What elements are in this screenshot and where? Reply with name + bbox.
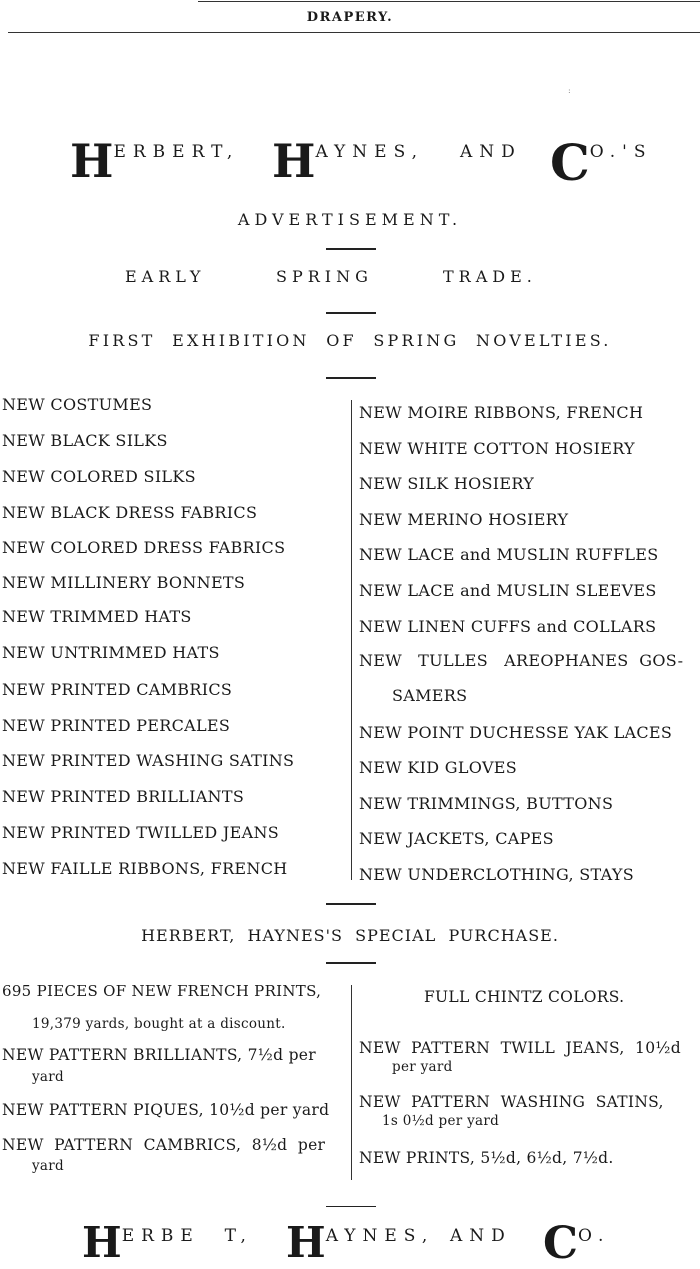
list-item: NEW COLORED DRESS FABRICS [2,538,286,557]
list-item: NEW PATTERN WASHING SATINS, [359,1093,664,1111]
list-item: NEW TRIMMED HATS [2,607,192,626]
list-item: NEW MOIRE RIBBONS, FRENCH [359,403,644,422]
list-item: NEW POINT DUCHESSE YAK LACES [359,723,673,742]
top-rule [198,1,700,2]
divider-rule [326,962,376,964]
list-item: NEW JACKETS, CAPES [359,829,554,848]
list-item: NEW PRINTED BRILLIANTS [2,787,245,806]
list-item: 19,379 yards, bought at a discount. [32,1016,286,1032]
list-item: SAMERS [392,686,468,705]
footer-word-co: CO. [543,1218,611,1269]
list-item: NEW LINEN CUFFS and COLLARS [359,617,657,636]
title-word-co: CO.'S [550,133,653,192]
list-item: NEW PRINTED TWILLED JEANS [2,823,279,842]
list-item: NEW UNDERCLOTHING, STAYS [359,865,634,884]
list-item: NEW TULLES AREOPHANES GOS- [359,651,684,670]
list-item: yard [32,1069,64,1085]
list-item: NEW PATTERN PIQUES, 10½d per yard [2,1101,330,1119]
column-divider [351,985,352,1180]
footer-word-haynes: HAYNES, [286,1218,435,1267]
list-item: NEW KID GLOVES [359,758,518,777]
list-item: NEW PATTERN CAMBRICS, 8½d per [2,1136,326,1154]
header-rule [8,32,700,33]
list-item: NEW MILLINERY BONNETS [2,573,246,592]
list-item: per yard [392,1059,453,1075]
list-item: yard [32,1158,64,1174]
list-item: NEW PATTERN TWILL JEANS, 10½d [359,1039,681,1057]
list-item: NEW PRINTED WASHING SATINS [2,751,295,770]
list-item: NEW UNTRIMMED HATS [2,643,220,662]
list-item: NEW BLACK DRESS FABRICS [2,503,258,522]
exhibition-heading: FIRST EXHIBITION OF SPRING NOVELTIES. [88,331,612,350]
divider-rule [326,248,376,250]
divider-rule [326,903,376,905]
list-item: 1s 0½d per yard [382,1113,500,1129]
list-item: NEW MERINO HOSIERY [359,510,569,529]
list-item: NEW PRINTED PERCALES [2,716,231,735]
list-item: NEW PRINTED CAMBRICS [2,680,233,699]
section-word-trade: TRADE. [443,267,537,286]
title-word-haynes: HAYNES, [272,134,425,188]
list-item: NEW COSTUMES [2,395,153,414]
divider-rule [326,312,376,314]
running-head: DRAPERY. [306,10,394,25]
list-item: NEW BLACK SILKS [2,431,168,450]
footer-title [0,1218,700,1269]
list-item: NEW PATTERN BRILLIANTS, 7½d per [2,1046,316,1064]
column-divider [351,400,352,880]
footer-word-and: AND [450,1226,512,1246]
list-item: NEW LACE and MUSLIN RUFFLES [359,545,659,564]
special-purchase-heading: HERBERT, HAYNES'S SPECIAL PURCHASE. [141,926,559,945]
section-word-spring: SPRING [276,267,373,286]
stray-mark: : [568,86,571,95]
list-item: NEW PRINTS, 5½d, 6½d, 7½d. [359,1149,614,1167]
list-item: NEW TRIMMINGS, BUTTONS [359,794,614,813]
footer-word-herbert: HERBE T, [82,1218,253,1267]
list-item: NEW FAILLE RIBBONS, FRENCH [2,859,288,878]
list-item: NEW WHITE COTTON HOSIERY [359,439,635,458]
advert-title [0,133,700,192]
title-word-herbert: HERBERT, [70,134,240,188]
section-word-early: EARLY [125,267,206,286]
title-word-and: AND [460,142,522,162]
divider-rule [326,377,376,379]
divider-rule [326,1206,376,1207]
list-item: FULL CHINTZ COLORS. [424,988,625,1006]
list-item: NEW LACE and MUSLIN SLEEVES [359,581,657,600]
list-item: NEW SILK HOSIERY [359,474,535,493]
advertisement-subtitle: ADVERTISEMENT. [237,210,463,229]
list-item: NEW COLORED SILKS [2,467,196,486]
list-item: 695 PIECES OF NEW FRENCH PRINTS, [2,982,322,1000]
